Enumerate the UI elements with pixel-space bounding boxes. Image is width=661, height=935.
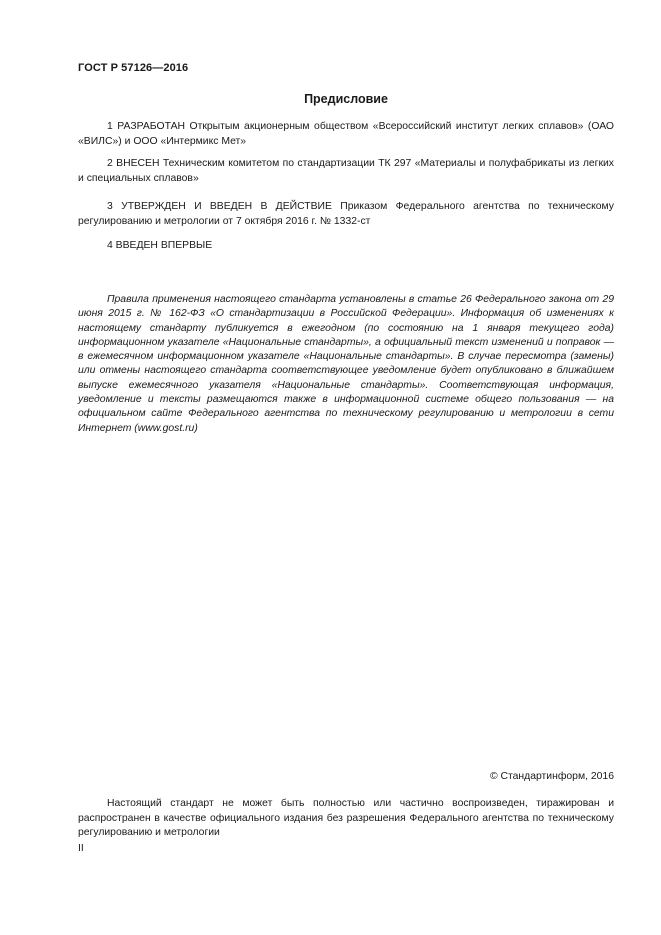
page-number: II [78,843,84,854]
copyright-line: © Стандартинформ, 2016 [489,771,614,782]
preface-item-developed: 1 РАЗРАБОТАН Открытым акционерным обществом «Всероссийский институт легких сплавов» (ОАО «ВИЛС») и ООО «Интермикс Мет» [78,121,614,147]
legal-notice: Настоящий стандарт не может быть полностью или частично воспроизведен, тиражирован и распространен в качестве официального издания без разрешения Федерального агентства по техническому регулированию и метрологии [78,798,614,838]
application-rules-notice: Правила применения настоящего стандарта установлены в статье 26 Федерального закона от 29 июня 2015 г. № 162-ФЗ «О стандартизации в Российской Федерации». Информация об изменениях к настоящему стандарту публикуется в ежегодном (по состоянию на 1 января текущего года) информационном указателе «Национальные стандарты», а официальный текст изменений и поправок — в ежемесячном информационном указателе «Национальные стандарты». В случае пересмотра (замены) или отмены настоящего стандарта соответствующее уведомление будет опубликовано в ближайшем выпуске ежемесячного указателя «Национальные стандарты». Соответствующая информация, уведомление и тексты размещаются также в информационной системе общего пользования — на официальном сайте Федерального агентства по техническому регулированию и метрологии в сети Интернет (www.gost.ru) [78,294,614,434]
preface-item-approved: 3 УТВЕРЖДЕН И ВВЕДЕН В ДЕЙСТВИЕ Приказом Федерального агентства по техническому регулированию и метрологии от 7 октября 2016 г. № 1332-ст [78,201,614,227]
preface-item-submitted: 2 ВНЕСЕН Техническим комитетом по стандартизации ТК 297 «Материалы и полуфабрикаты из легких и специальных сплавов» [78,158,614,184]
preface-title: Предисловие [304,92,388,106]
preface-item-first-introduced: 4 ВВЕДЕН ВПЕРВЫЕ [107,240,213,251]
document-code: ГОСТ Р 57126—2016 [78,62,189,74]
